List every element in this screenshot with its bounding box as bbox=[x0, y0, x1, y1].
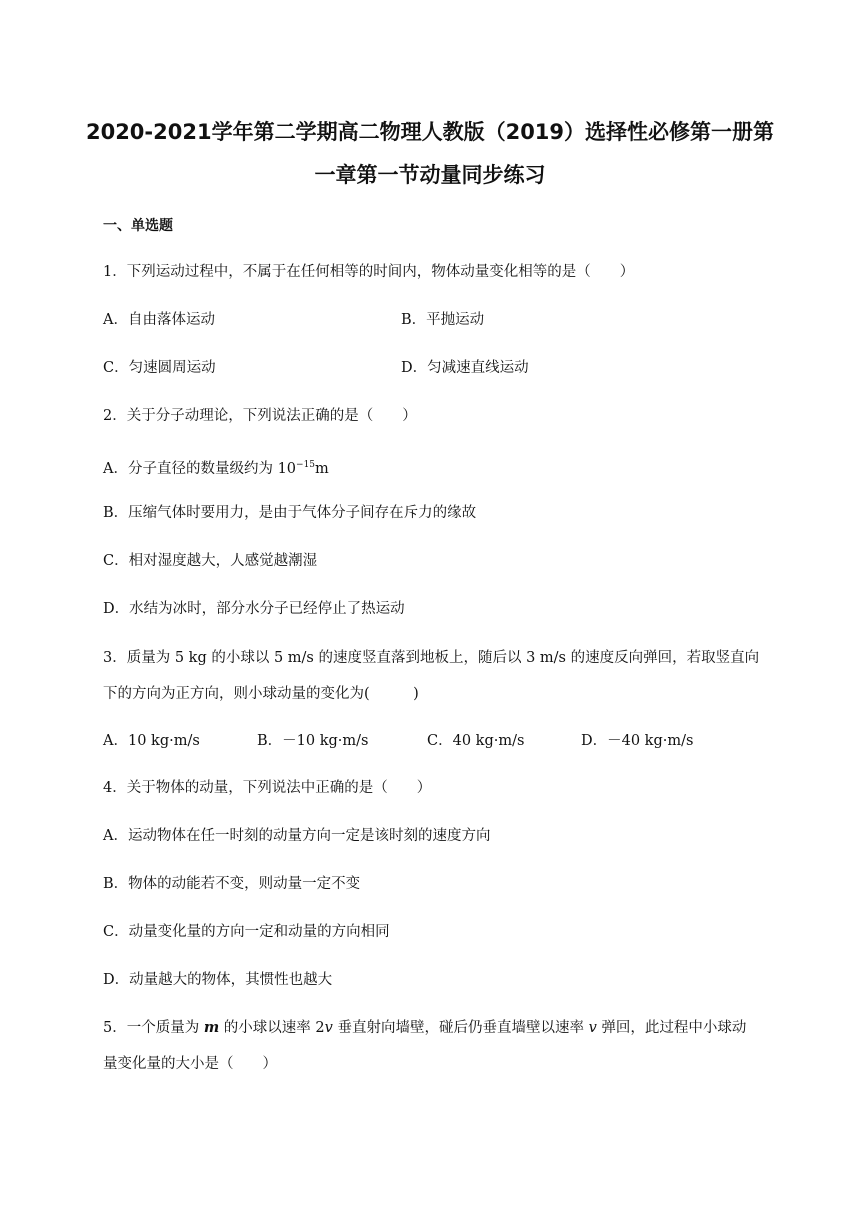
question-2-option-a-unit: m bbox=[315, 461, 329, 477]
question-2-option-d: D．水结为冰时，部分水分子已经停止了热运动 bbox=[103, 601, 405, 617]
question-3-option-c: C．40 kg·m/s bbox=[427, 733, 525, 749]
question-4-option-c: C．动量变化量的方向一定和动量的方向相同 bbox=[103, 924, 390, 940]
question-5-stem-line-1 bbox=[103, 1018, 746, 1038]
question-4-option-b: B．物体的动能若不变，则动量一定不变 bbox=[103, 876, 361, 892]
question-1-option-d: D．匀减速直线运动 bbox=[401, 360, 529, 376]
question-1-option-c: C．匀速圆周运动 bbox=[103, 360, 216, 376]
section-heading: 一、单选题 bbox=[103, 218, 173, 234]
question-4-stem: 4．关于物体的动量，下列说法中正确的是（ ） bbox=[103, 780, 432, 796]
question-3-option-a: A．10 kg·m/s bbox=[103, 733, 200, 749]
question-1-stem: 1．下列运动过程中，不属于在任何相等的时间内，物体动量变化相等的是（ ） bbox=[103, 264, 635, 280]
question-5-text-1: 5．一个质量为 bbox=[103, 1020, 204, 1036]
question-3-option-d: D．－40 kg·m/s bbox=[581, 733, 694, 749]
question-5-velocity-symbol-1: v bbox=[324, 1020, 333, 1036]
question-5-mass-symbol: m bbox=[203, 1019, 220, 1036]
question-3-option-b: B．－10 kg·m/s bbox=[257, 733, 369, 749]
question-5-velocity-symbol-2: v bbox=[588, 1020, 597, 1036]
question-2-option-a bbox=[103, 455, 329, 479]
question-2-option-c: C．相对湿度越大，人感觉越潮湿 bbox=[103, 553, 318, 569]
question-4-option-d: D．动量越大的物体，其惯性也越大 bbox=[103, 972, 333, 988]
question-5-stem-line-2: 量变化量的大小是（ ） bbox=[103, 1056, 277, 1072]
question-3-stem-line-2: 下的方向为正方向，则小球动量的变化为( ) bbox=[103, 686, 419, 702]
question-4-option-a: A．运动物体在任一时刻的动量方向一定是该时刻的速度方向 bbox=[103, 828, 491, 844]
question-2-option-a-exponent: −15 bbox=[296, 460, 316, 470]
document-title-line-2: 一章第一节动量同步练习 bbox=[314, 163, 546, 187]
question-1-option-a: A．自由落体运动 bbox=[103, 312, 215, 328]
question-5-text-3: 垂直射向墙壁，碰后仍垂直墙壁以速率 bbox=[332, 1020, 589, 1036]
question-1-option-b: B．平抛运动 bbox=[401, 312, 485, 328]
question-2-stem: 2．关于分子动理论，下列说法正确的是（ ） bbox=[103, 408, 417, 424]
question-5-text-4: 弹回，此过程中小球动 bbox=[596, 1020, 747, 1036]
question-5-text-2: 的小球以速率 2 bbox=[219, 1020, 325, 1036]
question-2-option-a-text: A．分子直径的数量级约为 10 bbox=[103, 461, 297, 477]
question-2-option-b: B．压缩气体时要用力，是由于气体分子间存在斥力的缘故 bbox=[103, 505, 477, 521]
question-3-stem-line-1: 3．质量为 5 kg 的小球以 5 m/s 的速度竖直落到地板上，随后以 3 m/s 的速度反向弹回，若取竖直向 bbox=[103, 650, 760, 666]
document-title-line-1: 2020-2021学年第二学期高二物理人教版（2019）选择性必修第一册第 bbox=[85, 120, 775, 144]
